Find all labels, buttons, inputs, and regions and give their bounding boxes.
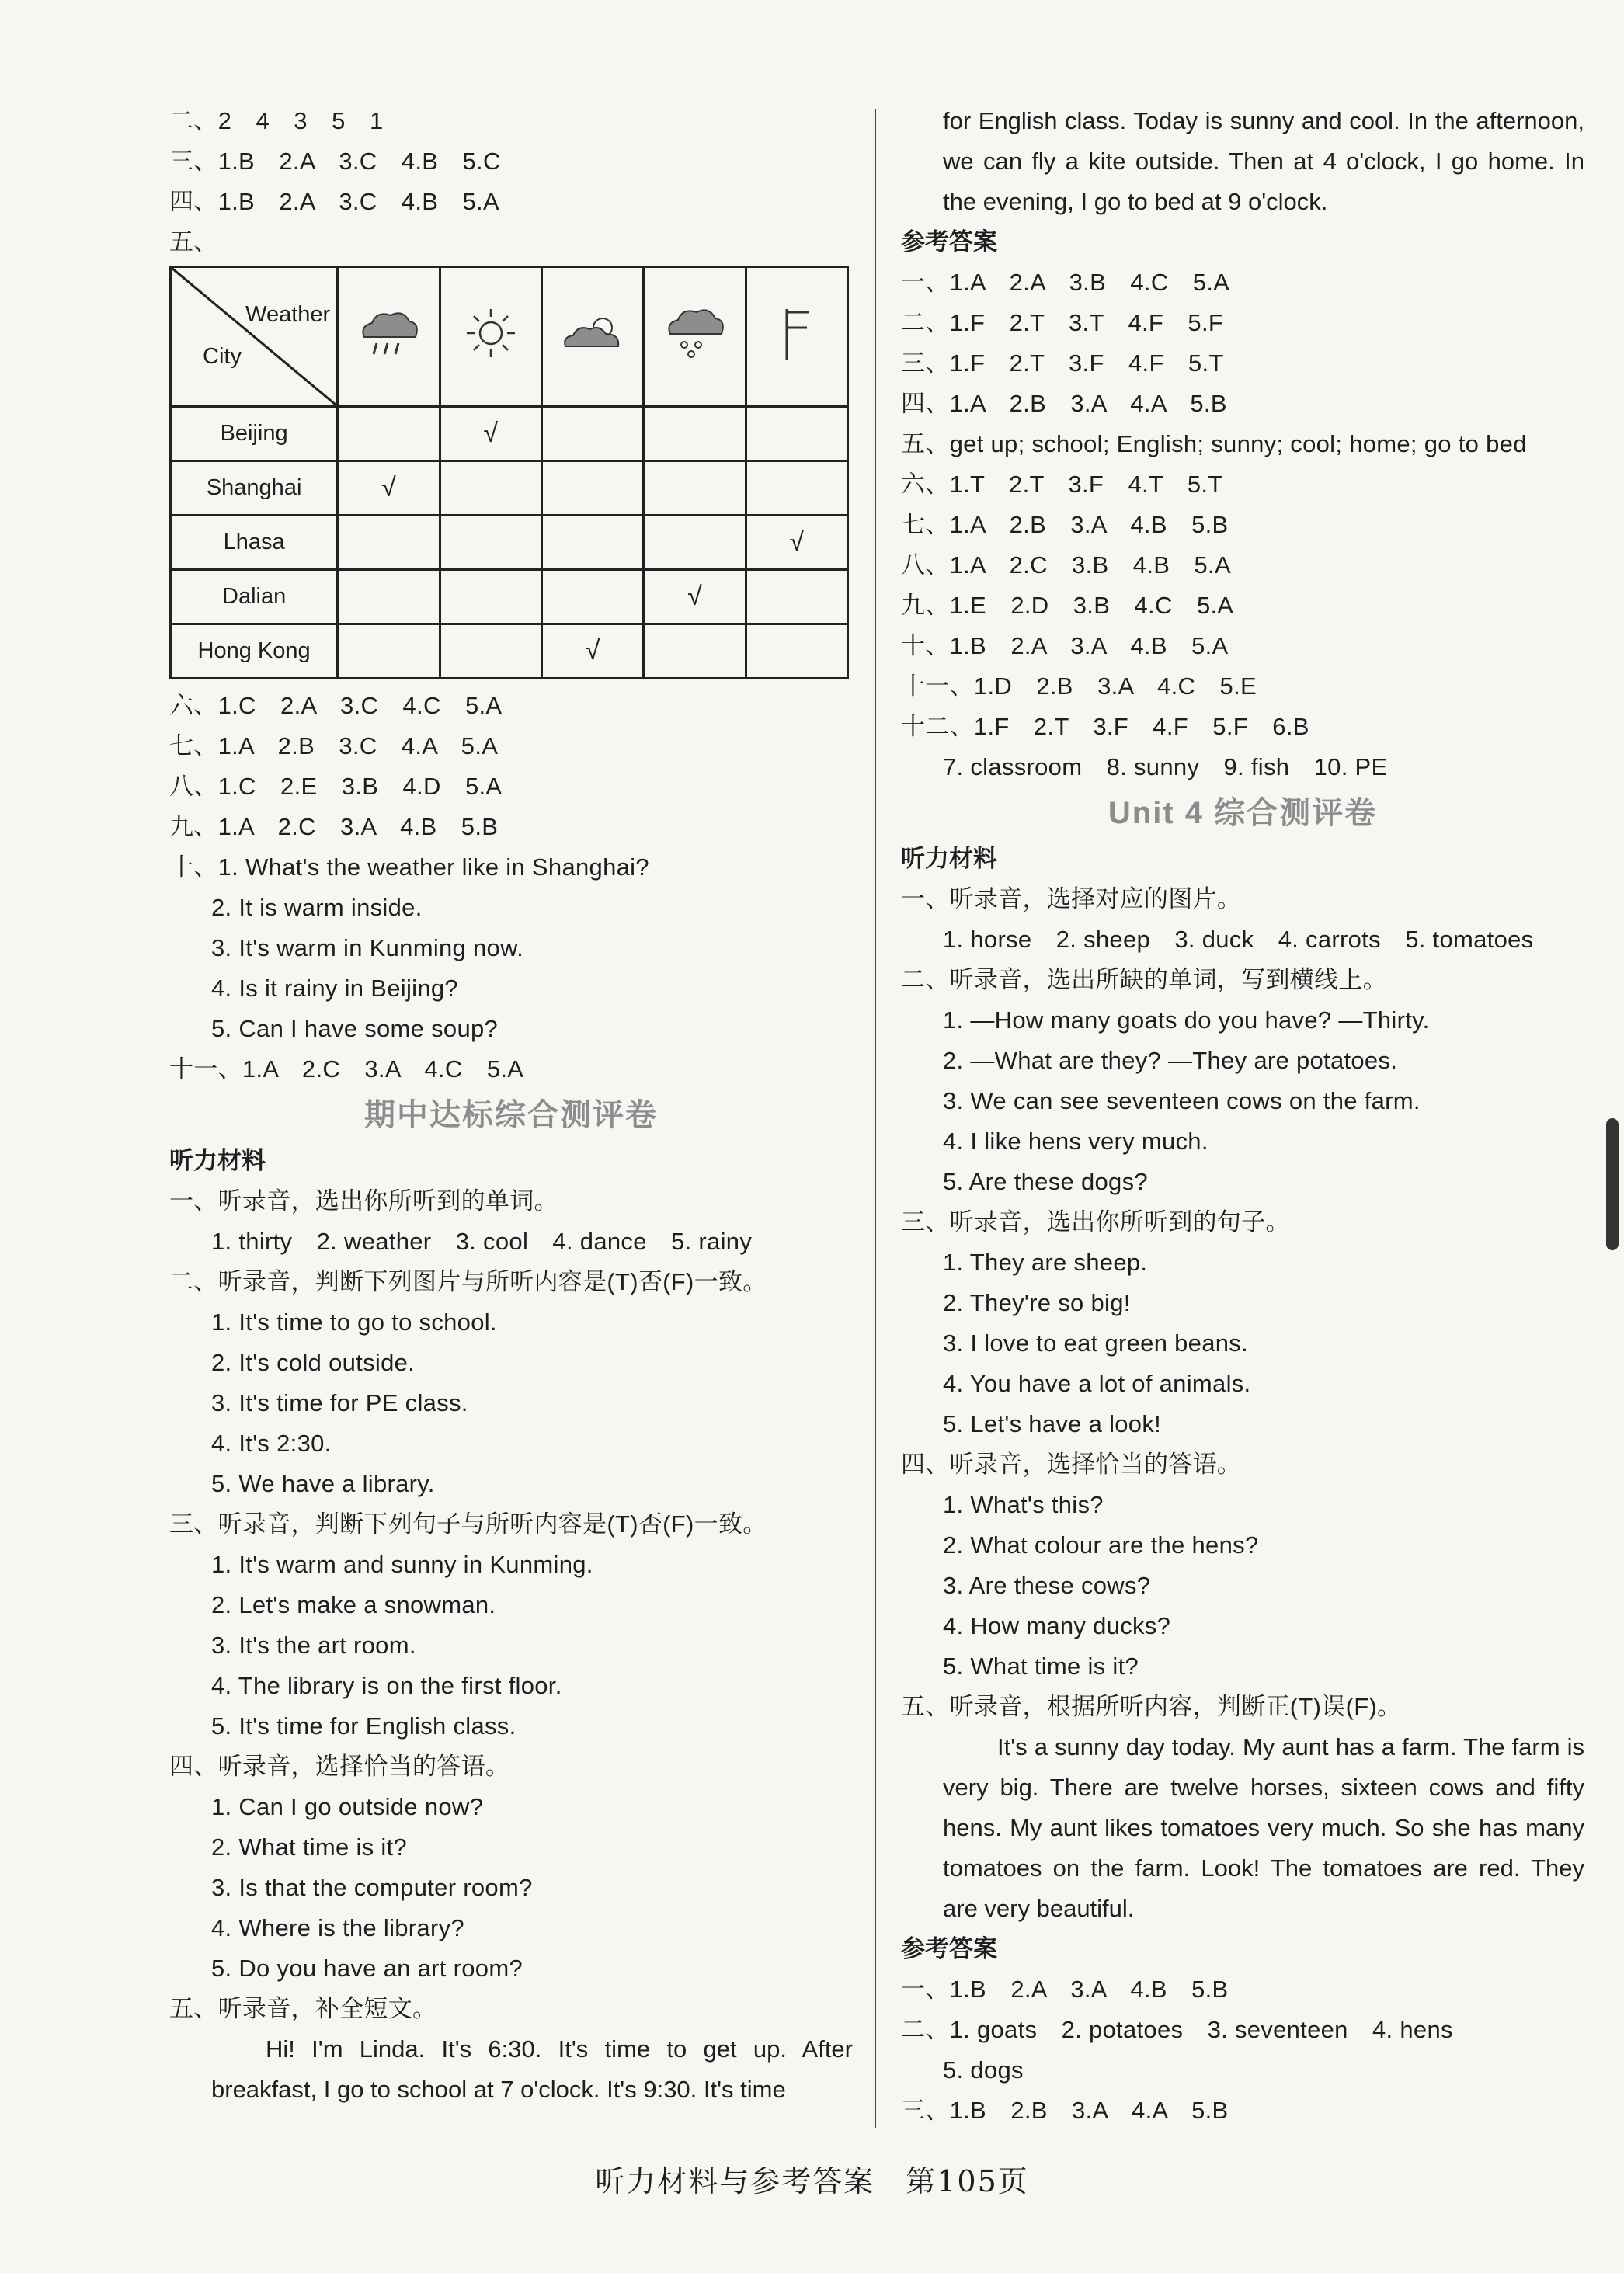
question-title: 四、听录音，选择恰当的答语。	[901, 1451, 1242, 1478]
answer-line: 五、get up; school; English; sunny; cool; home; go to bed	[901, 430, 1527, 457]
answer-line: 十、1. What's the weather like in Shanghai?	[169, 853, 649, 881]
table-row	[171, 407, 848, 461]
list-item: 5. Are these dogs?	[943, 1168, 1148, 1195]
answer-line: 九、1.E 2.D 3.B 4.C 5.A	[901, 592, 1234, 619]
answer-line: 三、1.B 2.B 3.A 4.A 5.B	[901, 2097, 1229, 2124]
table-row	[171, 516, 848, 570]
list-item: 3. I love to eat green beans.	[943, 1329, 1249, 1357]
table-row	[171, 624, 848, 679]
mark-cell	[541, 570, 643, 624]
mark-cell	[440, 624, 541, 679]
answers-group	[901, 262, 1584, 787]
mark-cell: √	[541, 624, 643, 679]
list-item: 4. You have a lot of animals.	[943, 1370, 1251, 1397]
list-item: 1. horse 2. sheep 3. duck 4. carrots 5. tomatoes	[943, 926, 1534, 953]
mark-cell: √	[440, 407, 541, 461]
list-item: 3. It's the art room.	[211, 1632, 416, 1659]
mark-cell	[541, 516, 643, 570]
answers-group-1	[169, 686, 853, 847]
mark-cell	[746, 570, 847, 624]
mark-cell	[338, 516, 440, 570]
list-item: 4. Is it rainy in Beijing?	[211, 975, 458, 1002]
list-item: 2. It's cold outside.	[211, 1349, 416, 1376]
list-item: 5. We have a library.	[211, 1470, 435, 1497]
mark-cell	[746, 461, 847, 516]
answer-line: 十二、1.F 2.T 3.F 4.F 5.F 6.B	[901, 713, 1309, 740]
listening-label: 听力材料	[901, 845, 997, 873]
list-item: 4. I like hens very much.	[943, 1128, 1208, 1155]
mark-cell	[541, 407, 643, 461]
list-item: 2. What colour are the hens?	[943, 1531, 1259, 1559]
answer-line: 七、1.A 2.B 3.A 4.B 5.B	[901, 511, 1229, 538]
list-item: 1. Can I go outside now?	[211, 1793, 484, 1820]
list-item: 4. Where is the library?	[211, 1914, 464, 1941]
question-title: 二、听录音，判断下列图片与所听内容是(T)否(F)一致。	[169, 1268, 767, 1295]
answer-line: 三、1.F 2.T 3.F 4.F 5.T	[901, 349, 1224, 377]
list-item: 4. The library is on the first floor.	[211, 1672, 562, 1699]
mark-cell	[440, 570, 541, 624]
question-title: 三、听录音，判断下列句子与所听内容是(T)否(F)一致。	[169, 1510, 767, 1538]
list-item: 1. —How many goats do you have? —Thirty.	[943, 1006, 1430, 1034]
mark-cell	[440, 461, 541, 516]
mark-cell	[541, 461, 643, 516]
answer-line: 四、1.A 2.B 3.A 4.A 5.B	[901, 390, 1227, 417]
passage-paragraph: Hi! I'm Linda. It's 6:30. It's time to get up. After breakfast, I go to school at 7 o'clock. It's 9:30. It's time	[211, 2035, 853, 2103]
sunny-icon	[440, 267, 541, 407]
answer-line: 一、1.A 2.A 3.B 4.C 5.A	[901, 269, 1230, 296]
mark-cell: √	[338, 461, 440, 516]
answer-line: 十一、1.D 2.B 3.A 4.C 5.E	[901, 673, 1257, 700]
answer-line: 七、1.A 2.B 3.C 4.A 5.A	[169, 732, 499, 759]
list-item: 1. What's this?	[943, 1491, 1104, 1518]
list-item: 3. It's time for PE class.	[211, 1389, 468, 1416]
list-item: 3. Are these cows?	[943, 1572, 1151, 1599]
weather-table	[169, 266, 849, 679]
list-item: 4. It's 2:30.	[211, 1430, 332, 1457]
windy-icon	[746, 267, 847, 407]
question-title: 四、听录音，选择恰当的答语。	[169, 1753, 510, 1780]
city-cell: Dalian	[171, 570, 338, 624]
list-item: 3. It's warm in Kunming now.	[211, 934, 523, 961]
city-cell: Shanghai	[171, 461, 338, 516]
list-item: 5. Let's have a look!	[943, 1410, 1162, 1437]
mark-cell: √	[644, 570, 746, 624]
diagonal-line	[172, 268, 336, 405]
list-item: 3. We can see seventeen cows on the farm.	[943, 1087, 1421, 1114]
passage-paragraph: for English class. Today is sunny and cool. In the afternoon, we can fly a kite outside. Then at 4 o'clock, I go home. In the evening, I go to bed at 9 o'clock.	[943, 107, 1584, 215]
table-header-row	[171, 267, 848, 407]
page-footer: 听力材料与参考答案 第105页	[595, 2164, 1029, 2198]
question-title: 三、听录音，选出你所听到的句子。	[901, 1208, 1290, 1236]
list-item: 1. They are sheep.	[943, 1249, 1148, 1276]
city-cell: Hong Kong	[171, 624, 338, 679]
unit4-section-title: Unit 4 综合测评卷	[1108, 796, 1378, 830]
question-title: 一、听录音，选择对应的图片。	[901, 885, 1242, 912]
question-title: 一、听录音，选出你所听到的单词。	[169, 1187, 558, 1215]
list-item: 2. Let's make a snowman.	[211, 1591, 496, 1618]
answers-label: 参考答案	[901, 1935, 997, 1963]
top-answer-lines	[169, 101, 853, 222]
cloudy-icon	[541, 267, 643, 407]
mark-cell	[644, 516, 746, 570]
mark-cell	[338, 407, 440, 461]
list-item: 5. Do you have an art room?	[211, 1955, 523, 1982]
list-item: 2. It is warm inside.	[211, 894, 423, 921]
right-column	[901, 101, 1584, 2131]
list-item: 2. They're so big!	[943, 1289, 1131, 1316]
answer-line: 六、1.C 2.A 3.C 4.C 5.A	[169, 692, 503, 719]
city-cell: Beijing	[171, 407, 338, 461]
listening-label: 听力材料	[169, 1147, 266, 1175]
list-item: 2. —What are they? —They are potatoes.	[943, 1047, 1398, 1074]
answer-line: 二、1. goats 2. potatoes 3. seventeen 4. hens	[901, 2016, 1453, 2043]
list-item: 1. thirty 2. weather 3. cool 4. dance 5. rainy	[211, 1228, 753, 1255]
midterm-section-title: 期中达标综合测评卷	[364, 1098, 658, 1132]
section-wu-label: 五、	[169, 228, 218, 255]
table-row	[171, 570, 848, 624]
answer-line: 十、1.B 2.A 3.A 4.B 5.A	[901, 632, 1229, 659]
binding-mark	[1606, 1118, 1619, 1250]
answer-line: 四、1.B 2.A 3.C 4.B 5.A	[169, 188, 499, 215]
mark-cell	[338, 570, 440, 624]
answer-line: 一、1.B 2.A 3.A 4.B 5.B	[901, 1976, 1229, 2003]
list-item: 5. It's time for English class.	[211, 1712, 516, 1740]
list-item: 5. What time is it?	[943, 1653, 1139, 1680]
list-item: 5. Can I have some soup?	[211, 1015, 499, 1042]
table-row	[171, 461, 848, 516]
answers-label: 参考答案	[901, 228, 997, 256]
answer-line: 十一、1.A 2.C 3.A 4.C 5.A	[169, 1055, 524, 1083]
list-item: 2. What time is it?	[211, 1833, 408, 1861]
answer-line: 7. classroom 8. sunny 9. fish 10. PE	[943, 753, 1388, 780]
question-title: 五、听录音，补全短文。	[169, 1995, 437, 2022]
list-item: 1. It's warm and sunny in Kunming.	[211, 1551, 593, 1578]
question-title: 五、听录音，根据所听内容，判断正(T)误(F)。	[901, 1693, 1402, 1720]
corner-city-label: City	[203, 344, 242, 369]
mark-cell	[644, 461, 746, 516]
left-column	[169, 101, 853, 2110]
corner-weather-label: Weather	[245, 302, 331, 327]
city-cell: Lhasa	[171, 516, 338, 570]
mark-cell	[746, 624, 847, 679]
mark-cell	[644, 624, 746, 679]
passage-paragraph: It's a sunny day today. My aunt has a farm. The farm is very big. There are twelve horses, sixteen cows and fifty hens. My aunt likes tomatoes very much. So she has many tomatoes on the farm. Look! The tomatoes are red. They are very beautiful.	[943, 1733, 1584, 1922]
list-item: 1. It's time to go to school.	[211, 1309, 497, 1336]
rainy-icon	[338, 267, 440, 407]
answer-line: 九、1.A 2.C 3.A 4.B 5.B	[169, 813, 499, 840]
answer-line: 5. dogs	[943, 2056, 1024, 2084]
table-corner-cell	[171, 267, 338, 407]
column-divider	[874, 109, 877, 2128]
mark-cell	[338, 624, 440, 679]
mark-cell: √	[746, 516, 847, 570]
mark-cell	[440, 516, 541, 570]
answer-line: 八、1.C 2.E 3.B 4.D 5.A	[169, 773, 503, 800]
question-title: 二、听录音，选出所缺的单词，写到横线上。	[901, 966, 1387, 993]
answer-line: 三、1.B 2.A 3.C 4.B 5.C	[169, 148, 501, 175]
answer-line: 二、1.F 2.T 3.T 4.F 5.F	[901, 309, 1224, 336]
answer-line: 八、1.A 2.C 3.B 4.B 5.A	[901, 551, 1231, 579]
snowy-icon	[644, 267, 746, 407]
answer-line: 六、1.T 2.T 3.F 4.T 5.T	[901, 471, 1223, 498]
list-item: 4. How many ducks?	[943, 1612, 1171, 1639]
mark-cell	[644, 407, 746, 461]
mark-cell	[746, 407, 847, 461]
list-item: 3. Is that the computer room?	[211, 1874, 533, 1901]
answer-line: 二、2 4 3 5 1	[169, 107, 384, 134]
